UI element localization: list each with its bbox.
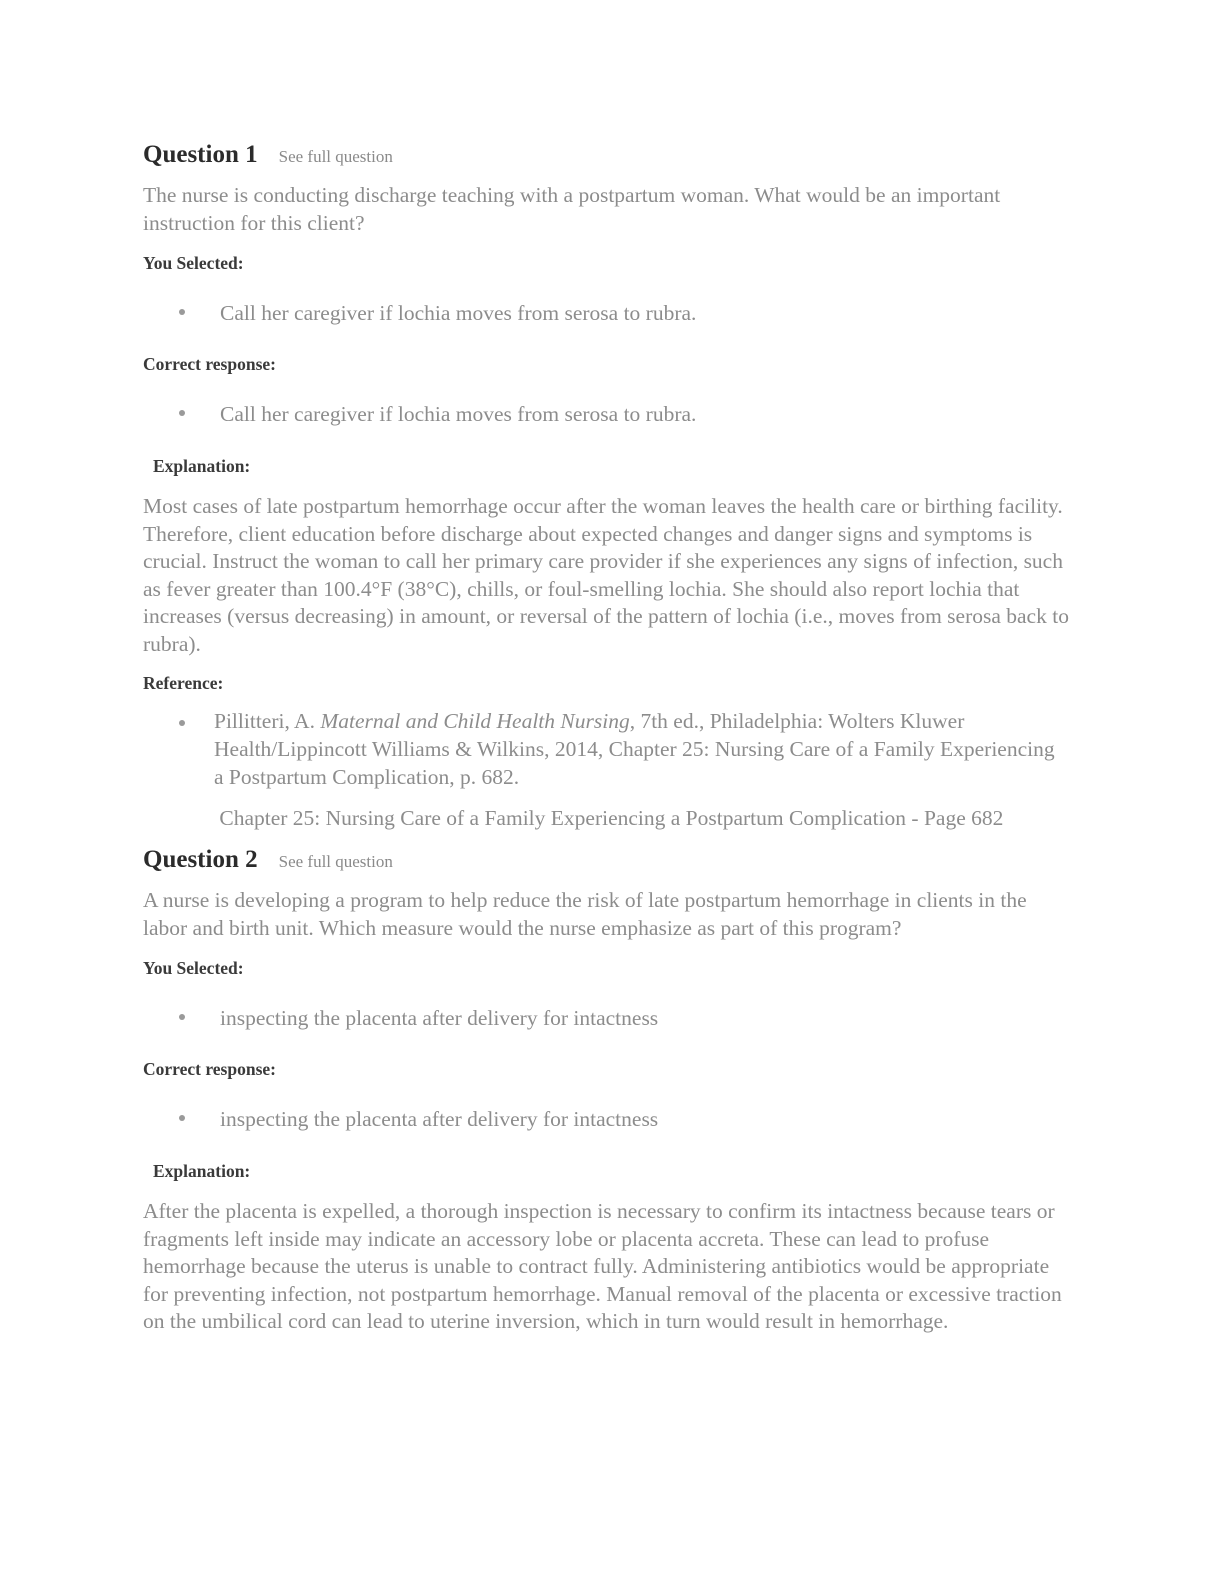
bullet-icon [179, 309, 185, 315]
bullet-icon [179, 410, 185, 416]
explanation-text: Most cases of late postpartum hemorrhage occur after the woman leaves the health care or birthing facility. Therefore, client education before discharge about expected changes and danger signs and symptoms is crucial. Instruct the woman to call her primary care provider if she experiences any signs of infection, such as fever greater than 100.4°F (38°C), chills, or foul-smelling lochia. She should also report lochia that increases (versus decreasing) in amount, or reversal of the pattern of lochia (i.e., moves from serosa back to rubra). [143, 494, 1069, 656]
document-page [143, 141, 1073, 1336]
correct-answer-text: inspecting the placenta after delivery for intactness [220, 1107, 659, 1131]
reference-item [143, 707, 1073, 791]
question-title: Question 1 [143, 141, 258, 168]
see-full-question-link[interactable]: See full question [278, 852, 393, 871]
reference-text [214, 707, 1064, 791]
you-selected-label: You Selected: [143, 253, 244, 273]
selected-answer [143, 301, 1073, 326]
selected-answer-text: inspecting the placenta after delivery for intactness [220, 1006, 659, 1030]
reference-chapter-page: Chapter 25: Nursing Care of a Family Experiencing a Postpartum Complication - Page 682 [214, 806, 1004, 830]
correct-answer-text: Call her caregiver if lochia moves from serosa to rubra. [220, 402, 697, 426]
bullet-icon [179, 1115, 185, 1121]
correct-answer [143, 402, 1073, 427]
question-text: The nurse is conducting discharge teaching with a postpartum woman. What would be an important instruction for this client? [143, 183, 1001, 235]
question-1-header [143, 141, 1073, 169]
correct-answer [143, 1107, 1073, 1132]
see-full-question-link[interactable]: See full question [278, 147, 393, 166]
explanation-label: Explanation: [153, 456, 251, 476]
selected-answer-text: Call her caregiver if lochia moves from serosa to rubra. [220, 301, 697, 325]
bullet-icon [179, 720, 185, 726]
reference-label: Reference: [143, 673, 224, 693]
question-2-header [143, 846, 1073, 874]
bullet-icon [179, 1014, 185, 1020]
question-text: A nurse is developing a program to help reduce the risk of late postpartum hemorrhage in clients in the labor and birth unit. Which measure would the nurse emphasize as part of this program? [143, 888, 1027, 940]
reference-book-title: Maternal and Child Health Nursing [320, 709, 630, 733]
reference-details: , 7th ed., Philadelphia: Wolters Kluwer Health/Lippincott Williams & Wilkins, 2014, Chapter 25: Nursing Care of a Family Experiencing a Postpartum Complication, p. 682. [214, 709, 1055, 789]
reference-author: Pillitteri, A. [214, 709, 321, 733]
question-title: Question 2 [143, 846, 258, 873]
explanation-text: After the placenta is expelled, a thorough inspection is necessary to confirm its intactness because tears or fragments left inside may indicate an accessory lobe or placenta accreta. These can lead to profuse hemorrhage because the uterus is unable to contract fully. Administering antibiotics would be appropriate for preventing infection, not postpartum hemorrhage. Manual removal of the placenta or excessive traction on the umbilical cord can lead to uterine inversion, which in turn would result in hemorrhage. [143, 1199, 1062, 1333]
correct-response-label: Correct response: [143, 1059, 276, 1079]
correct-response-label: Correct response: [143, 354, 276, 374]
you-selected-label: You Selected: [143, 958, 244, 978]
explanation-label: Explanation: [153, 1161, 251, 1181]
selected-answer [143, 1006, 1073, 1031]
